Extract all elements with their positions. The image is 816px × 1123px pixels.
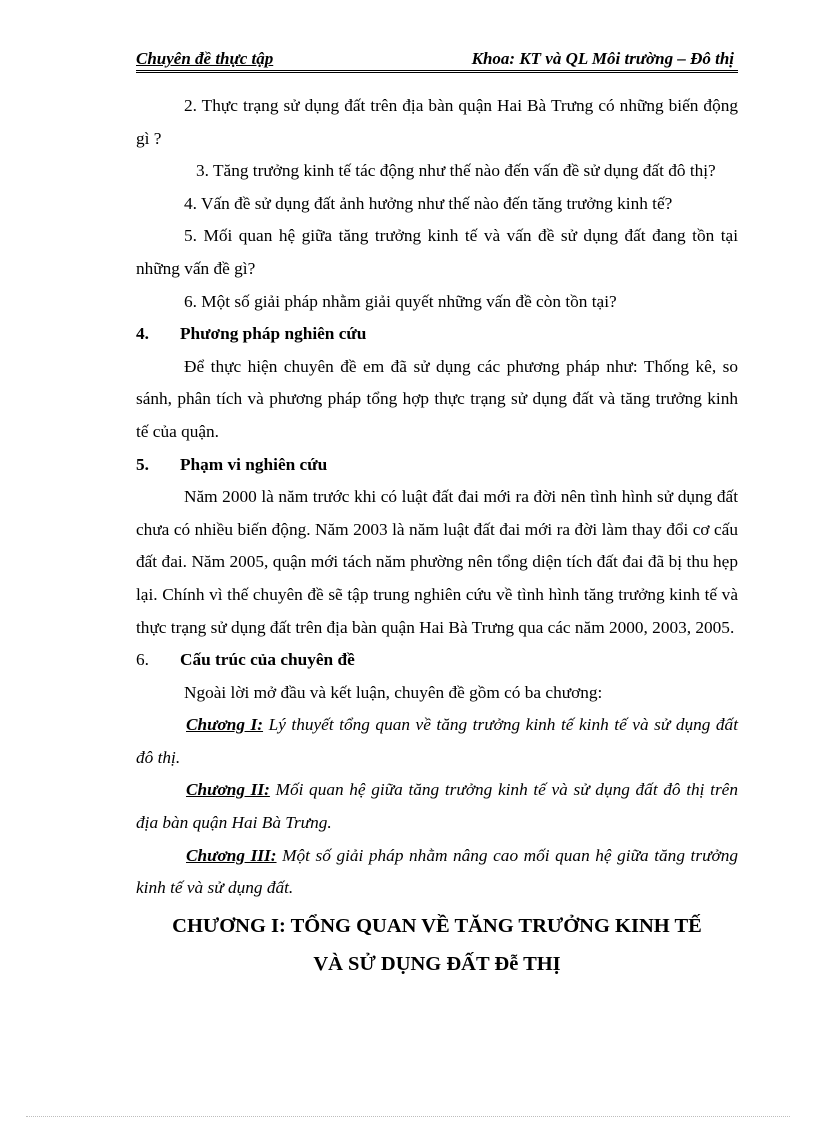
page-header <box>136 48 738 73</box>
section-4-text: Để thực hiện chuyên đề em đã sử dụng các phương pháp như: Thống kê, so sánh, phân tích và phương pháp tổng hợp thực trạng sử dụng đất và tăng trưởng kinh tế của quận. <box>136 356 738 441</box>
chapter-1-text: Lý thuyết tổng quan về tăng trưởng kinh tế kinh tế và sử dụng đất đô thị. <box>136 715 738 767</box>
question-3: 3. Tăng trưởng kinh tế tác động như thế nào đến vấn đề sử dụng đất đô thị? <box>196 161 716 181</box>
page-bottom-divider <box>26 1116 790 1117</box>
section-6-intro: Ngoài lời mở đầu và kết luận, chuyên đề gồm có ba chương: <box>184 682 603 702</box>
chapter-1-label: Chương I: <box>186 715 264 735</box>
section-4-heading <box>136 318 738 351</box>
section-6-number: 6. <box>136 650 149 670</box>
question-6: 6. Một số giải pháp nhằm giải quyết những vấn đề còn tồn tại? <box>184 291 617 311</box>
question-5: 5. Mối quan hệ giữa tăng trưởng kinh tế và vấn đề sử dụng đất đang tồn tại những vấn đề gì? <box>136 226 738 278</box>
chapter-3-item <box>136 840 738 905</box>
question-4: 4. Vấn đề sử dụng đất ảnh hưởng như thế nào đến tăng trưởng kinh tế? <box>184 193 673 213</box>
section-4-title: Phương pháp nghiên cứu <box>180 324 367 344</box>
header-left: Chuyên đề thực tập <box>136 49 274 68</box>
chapter-title-line-1: CHƯƠNG I: TỔNG QUAN VỀ TĂNG TRƯỞNG KINH TẾ <box>172 914 702 937</box>
section-6-heading <box>136 644 738 677</box>
chapter-2-text: Mối quan hệ giữa tăng trưởng kinh tế và sử dụng đất đô thị trên địa bàn quận Hai Bà Trưng. <box>136 780 738 833</box>
chapter-title <box>136 907 738 983</box>
section-5-text: Năm 2000 là năm trước khi có luật đất đai mới ra đời nên tình hình sử dụng đất chưa có nhiều biến động. Năm 2003 là năm luật đất đai mới ra đời làm thay đổi cơ cấu đất đai. Năm 2005, quận mới tách năm phường nên tổng diện tích đất đai đã bị thu hẹp lại. Chính vì thế chuyên đề sẽ tập trung nghiên cứu về tình hình tăng trưởng kinh tế và thực trạng sử dụng đất trên địa bàn quận Hai Bà Trưng qua các năm 2000, 2003, 2005. <box>136 487 738 637</box>
document-body <box>136 90 738 983</box>
chapter-3-text: Một số giải pháp nhằm nâng cao mối quan hệ giữa tăng trưởng kinh tế và sử dụng đất. <box>136 845 738 898</box>
section-4-number: 4. <box>136 324 149 344</box>
chapter-2-item <box>136 774 738 839</box>
header-right: Khoa: KT và QL Môi trường – Đô thị <box>471 49 734 68</box>
section-5-heading <box>136 449 738 482</box>
section-5-number: 5. <box>136 454 149 474</box>
question-2: 2. Thực trạng sử dụng đất trên địa bàn quận Hai Bà Trưng có những biến động gì ? <box>136 96 738 148</box>
chapter-1-item <box>136 709 738 774</box>
chapter-2-label: Chương II: <box>186 780 270 800</box>
chapter-title-line-2: VÀ SỬ DỤNG ĐẤT Đễ THỊ <box>313 952 561 975</box>
section-6-title: Cấu trúc của chuyên đề <box>180 650 355 670</box>
section-5-title: Phạm vi nghiên cứu <box>180 454 328 474</box>
chapter-3-label: Chương III: <box>186 845 277 865</box>
